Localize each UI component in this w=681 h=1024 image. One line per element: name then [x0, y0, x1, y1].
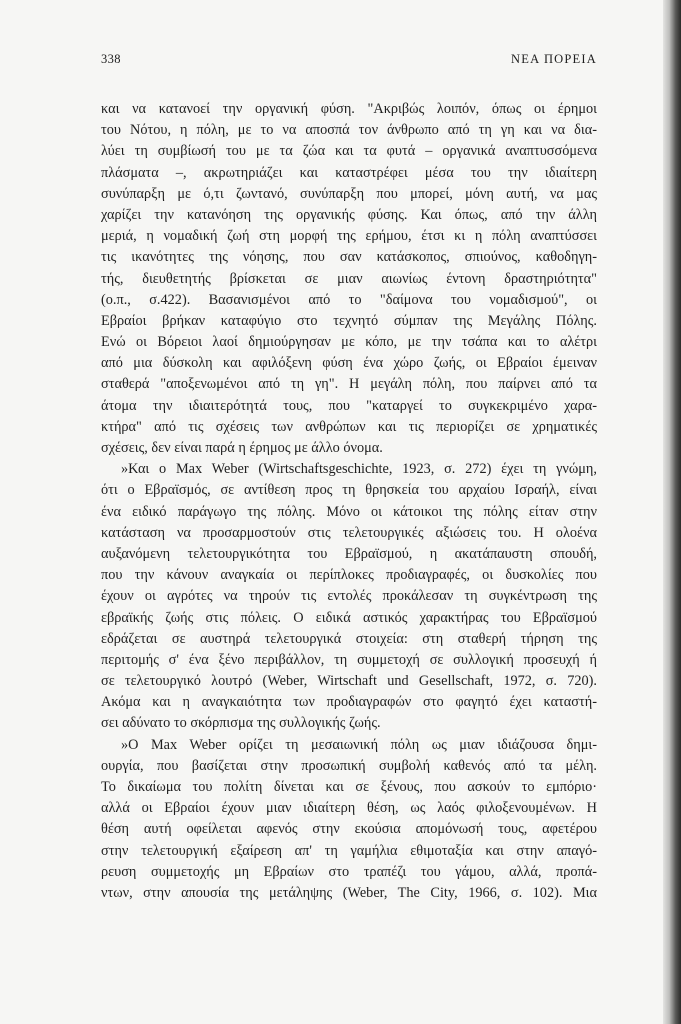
text-line: ουργία, που βασίζεται στην προσωπική συμβολή καθενός από τα μέλη.: [101, 757, 597, 774]
text-line: ρευση συμμετοχής μη Εβραίων στο τραπέζι του γάμου, αλλά, προπά-: [101, 863, 597, 880]
text-line: ένα ειδικό παράγωγο της πόλης. Μόνο οι κάτοικοι της πόλης είταν στην: [101, 503, 597, 520]
text-line: »Ο Max Weber ορίζει τη μεσαιωνική πόλη ως μιαν ιδιάζουσα δημι-: [121, 736, 597, 753]
text-line: »Και ο Max Weber (Wirtschaftsgeschichte, 1923, σ. 272) έχει τη γνώμη,: [121, 461, 597, 478]
page-number: 338: [101, 52, 121, 66]
text-line: εβραϊκής ζωής στις πόλεις. Ο ειδικά αστικός χαρακτήρας του Εβραϊσμού: [101, 609, 597, 626]
text-line: από μια δύσκολη και αφιλόξενη φύση ένα χώρο ζωής, οι Εβραίοι έμειναν: [101, 355, 597, 372]
text-line: τής, διευθετητής βρίσκεται σε μιαν αιωνίως έντονη δραστηριότητα": [101, 270, 597, 287]
text-line: σχέσεις, δεν είναι παρά η έρημος με άλλο όνομα.: [101, 440, 383, 456]
text-line: λύει τη συμβίωσή του με τα ζώα και τα φυτά – οργανικά αναπτυσσόμενα: [101, 143, 597, 160]
text-line: Ακόμα και η αναγκαιότητα των προδιαγραφών στο φαγητό έχει καταστή-: [101, 694, 597, 711]
text-line: χαρίζει την κατανόηση της οργανικής φύσης. Και όπως, από την άλλη: [101, 206, 597, 223]
text-line: κατάσταση να προσαρμοστούν στις τελετουργικές αξιώσεις του. Η ολοένα: [101, 524, 597, 541]
text-line: στην τελετουργική εξαίρεση απ' τη γαμήλια εθιμοταξία και στην απαγό-: [101, 842, 597, 859]
book-spine-shadow: [663, 0, 681, 1024]
text-line: Εβραίοι βρήκαν καταφύγιο στο τεχνητό σύμπαν της Μεγάλης Πόλης.: [101, 312, 597, 329]
page-header: [101, 52, 597, 68]
text-line: του Νότου, η πόλη, με το να αποσπά τον άνθρωπο από τη γη και να δια-: [101, 122, 597, 139]
text-line: κτήρα" από τις σχέσεις των ανθρώπων και τις περιορίζει σε χρηματικές: [101, 418, 597, 435]
text-line: ότι ο Εβραϊσμός, σε αντίθεση προς τη θρησκεία του αρχαίου Ισραήλ, είναι: [101, 482, 597, 499]
text-line: Το δικαίωμα του πολίτη δίνεται και σε ξένους, που ασκούν το εμπόριο·: [101, 779, 597, 795]
text-line: εδράζεται σε αυστηρά τελετουργικά στοιχεία: στη σταθερή τήρηση της: [101, 630, 597, 647]
text-line: και να κατανοεί την οργανική φύση. "Ακριβώς λοιπόν, όπως οι έρημοι: [101, 101, 597, 117]
text-line: αλλά οι Εβραίοι έχουν μιαν ιδιαίτερη θέση, ως λαός φιλοξενουμένων. Η: [101, 800, 597, 817]
text-line: άτομα την ιδιαιτερότητά τους, που "καταργεί το συγκεκριμένο χαρα-: [101, 397, 597, 414]
text-line: έχουν οι αγρότες να τηρούν τις εντολές προκάλεσαν τη συγκέντρωση της: [101, 588, 597, 605]
text-line: Ενώ οι Βόρειοι λαοί δημιούργησαν με κόπο, με την τσάπα και το αλέτρι: [101, 334, 597, 351]
text-line: ντων, στην απουσία της μετάληψης (Weber, The City, 1966, σ. 102). Μια: [101, 884, 597, 901]
text-line: σε τελετουργικό λουτρό (Weber, Wirtschaft und Gesellschaft, 1972, σ. 720).: [101, 673, 597, 690]
text-line: περιτομής σ' ένα ξένο περιβάλλον, τη συμμετοχή σε συλλογική προσευχή ή: [101, 651, 597, 668]
text-line: (ο.π., σ.422). Βασανισμένοι από το "δαίμονα του νομαδισμού", οι: [101, 291, 597, 308]
running-title: ΝΕΑ ΠΟΡΕΙΑ: [511, 52, 597, 66]
text-line: συνύπαρξη με ό,τι ζωντανό, συνύπαρξη που μπορεί, μόνη αυτή, να μας: [101, 185, 597, 202]
text-line: πλάσματα –, ακρωτηριάζει και καταστρέφει μέσα του την ιδιαίτερη: [101, 164, 597, 181]
text-line: τις ικανότητες της νόησης, που σαν κατάσκοπος, σπιούνος, καθοδηγη-: [101, 249, 597, 266]
text-line: αυξανόμενη τελετουργικότητα του Εβραϊσμού, η ακατάπαυστη σπουδή,: [101, 545, 597, 562]
text-line: σταθερά "αποξενωμένοι από τη γη". Η μεγάλη πόλη, που παίρνει από τα: [101, 376, 597, 393]
text-line: μεριά, η νομαδική ζωή στη μορφή της ερήμου, έτσι κι η πόλη αναπτύσσει: [101, 228, 597, 245]
text-line: θέση αυτή οφείλεται αφενός στην εκούσια απομόνωσή τους, αφετέρου: [101, 821, 597, 838]
text-line: που την κάνουν αναγκαία οι περίπλοκες προδιαγραφές, οι δυσκολίες που: [101, 567, 597, 584]
text-line: σει αδύνατο το σκόρπισμα της συλλογικής ζωής.: [101, 715, 381, 732]
body-text: [101, 99, 597, 904]
